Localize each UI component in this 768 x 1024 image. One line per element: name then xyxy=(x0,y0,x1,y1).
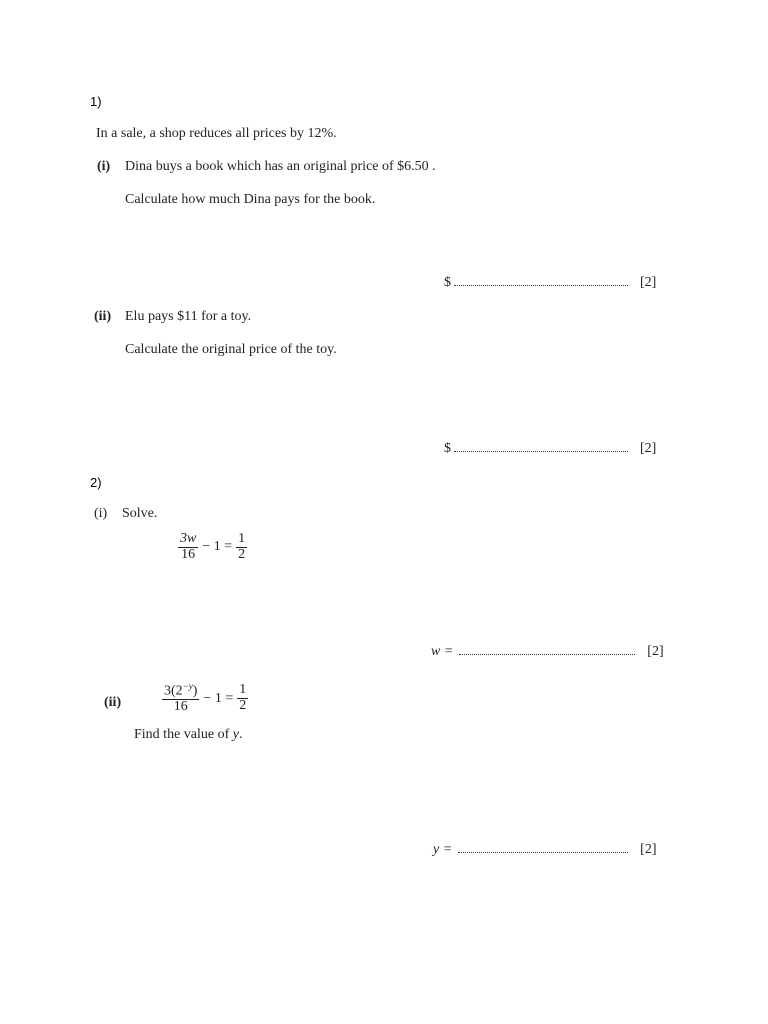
fraction-numerator: 1 xyxy=(239,682,247,698)
equation-lhs-fraction xyxy=(178,532,198,562)
instruction-variable: y xyxy=(232,727,239,742)
marks-label: [2] xyxy=(640,275,657,290)
equation-lhs-fraction xyxy=(162,682,199,715)
question-1-number: 1) xyxy=(90,94,102,109)
answer-prefix: w = xyxy=(431,644,454,659)
fraction-denominator: 16 xyxy=(173,699,188,715)
fraction-numerator: 1 xyxy=(238,531,246,546)
q1-part-ii-instruction: Calculate the original price of the toy. xyxy=(125,342,337,357)
instruction-punctuation: . xyxy=(238,727,243,742)
answer-prefix: $ xyxy=(444,441,451,456)
answer-dots[interactable] xyxy=(454,441,628,452)
answer-prefix: $ xyxy=(444,275,451,290)
fraction-numerator xyxy=(162,682,199,700)
q1-part-i-label: (i) xyxy=(97,159,111,174)
q2-part-ii-label: (ii) xyxy=(104,695,122,710)
equation-operator: − 1 = xyxy=(203,690,234,706)
answer-dots[interactable] xyxy=(454,275,628,286)
q2-part-ii-instruction xyxy=(134,727,242,743)
answer-prefix: y = xyxy=(433,842,453,857)
fraction-denominator: 2 xyxy=(239,698,247,714)
equation-rhs-fraction xyxy=(237,683,248,713)
q2-part-i-answer-line[interactable] xyxy=(431,644,664,660)
q2-part-i-text: Solve. xyxy=(122,506,158,521)
equation-operator: − 1 = xyxy=(202,539,233,555)
q1-part-i-text: Dina buys a book which has an original price of $6.50 . xyxy=(125,159,436,174)
answer-dots[interactable] xyxy=(458,842,628,853)
marks-label: [2] xyxy=(640,441,657,456)
q1-part-i-answer-line[interactable] xyxy=(444,275,656,291)
numerator-exponent: −y xyxy=(182,681,193,691)
q2-part-ii-answer-line[interactable] xyxy=(433,842,657,858)
marks-label: [2] xyxy=(640,842,657,857)
q1-part-ii-label: (ii) xyxy=(94,309,112,324)
fraction-denominator: 16 xyxy=(181,546,196,562)
marks-label: [2] xyxy=(647,644,664,659)
answer-dots[interactable] xyxy=(459,644,635,655)
q2-part-ii-equation xyxy=(162,682,248,715)
q1-part-i-instruction: Calculate how much Dina pays for the book. xyxy=(125,192,376,207)
question-1-intro: In a sale, a shop reduces all prices by 12%. xyxy=(96,126,337,141)
question-2-number: 2) xyxy=(90,475,102,490)
q2-part-i-equation xyxy=(178,532,247,562)
fraction-numerator: 3w xyxy=(180,531,197,546)
numerator-close: ) xyxy=(192,683,198,699)
fraction-denominator: 2 xyxy=(238,546,246,562)
instruction-text: Find the value of xyxy=(134,727,233,742)
q1-part-ii-answer-line[interactable] xyxy=(444,441,656,457)
equation-rhs-fraction xyxy=(236,532,247,562)
q1-part-ii-text: Elu pays $11 for a toy. xyxy=(125,309,252,324)
q2-part-i-label: (i) xyxy=(94,506,108,521)
numerator-base: 3(2 xyxy=(164,683,183,699)
